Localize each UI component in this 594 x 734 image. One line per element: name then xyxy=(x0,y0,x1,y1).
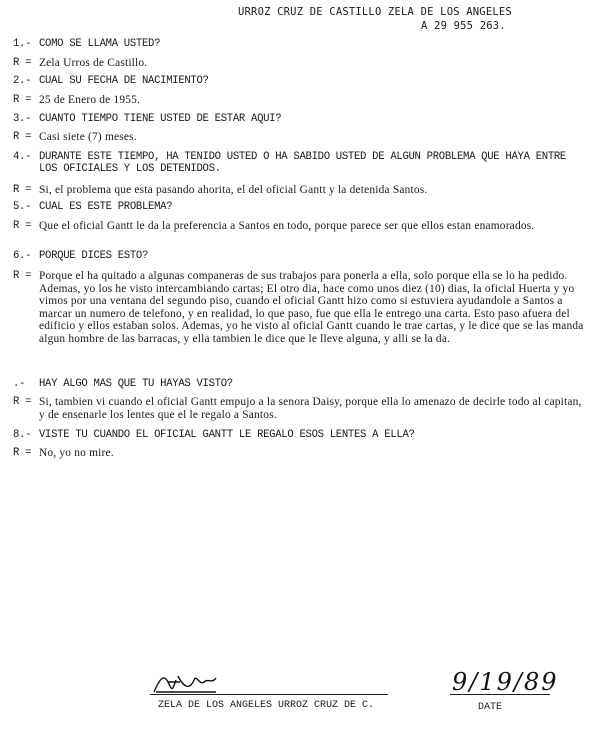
answer-6: R = Porque el ha quitado a algunas companeras de sus trabajos para ponerla a ella, solo porque ella se lo ha pedido. Ademas, yo los he visto intercambiando cartas; El otro dia, hace como unos diez (10) dias, la oficial Huerta y yo vimos por una ventana del segundo piso, cuando el oficial Gantt hizo como si estuviera ayudandole a Santos a marcar un numero de telefono, y en realidad, lo que paso, fue que ella le entrego una carta. Esto paso afuera del edificio y ellos estaban solos. Ademas, yo he visto al oficial Gantt cuando le trae cartas, y le dice que se las manda algun hombre de las barracas, y ella tambien le dice que le lleve alguna, y alli se la da. xyxy=(13,270,584,345)
question-1: 1.- COMO SE LLAMA USTED? xyxy=(13,38,161,50)
question-4: 4.- DURANTE ESTE TIEMPO, HA TENIDO USTED O HA SABIDO USTED DE ALGUN PROBLEMA QUE HAYA ENTRE LOS OFICIALES Y LOS DETENIDOS. xyxy=(13,151,566,176)
answer-7: R = Si, tambien vi cuando el oficial Gantt empujo a la senora Daisy, porque ella lo amenazo de decirle todo al capitan, y de ensenarle los lentes que el le regalo a Santos. xyxy=(13,396,582,421)
question-2: 2.- CUAL SU FECHA DE NACIMIENTO? xyxy=(13,75,209,87)
question-6: 6.- PORQUE DICES ESTO? xyxy=(13,250,149,262)
answer-1: R = Zela Urros de Castillo. xyxy=(13,57,148,69)
answer-5: R = Que el oficial Gantt le da la preferencia a Santos en todo, porque parece ser que ellos estan enamorados. xyxy=(13,220,535,232)
date-caption: DATE xyxy=(478,702,503,713)
question-7: .- HAY ALGO MAS QUE TU HAYAS VISTO? xyxy=(13,378,233,390)
header-id-line: A 29 955 263. xyxy=(421,20,506,32)
date-line xyxy=(450,694,550,695)
signature-caption: ZELA DE LOS ANGELES URROZ CRUZ DE C. xyxy=(158,700,375,711)
answer-4: R = Si, el problema que esta pasando ahorita, el del oficial Gantt y la detenida Santos. xyxy=(13,184,428,196)
answer-3: R = Casi siete (7) meses. xyxy=(13,131,137,143)
handwritten-date: 9/19/89 xyxy=(452,668,559,696)
question-5: 5.- CUAL ES ESTE PROBLEMA? xyxy=(13,201,173,213)
answer-8: R = No, yo no mire. xyxy=(13,447,114,459)
answer-2: R = 25 de Enero de 1955. xyxy=(13,94,141,106)
handwritten-signature xyxy=(150,668,220,696)
question-3: 3.- CUANTO TIEMPO TIENE USTED DE ESTAR AQUI? xyxy=(13,113,282,125)
question-8: 8.- VISTE TU CUANDO EL OFICIAL GANTT LE REGALO ESOS LENTES A ELLA? xyxy=(13,429,415,441)
signature-line xyxy=(150,694,388,695)
header-name-line: URROZ CRUZ DE CASTILLO ZELA DE LOS ANGELES xyxy=(238,6,512,18)
